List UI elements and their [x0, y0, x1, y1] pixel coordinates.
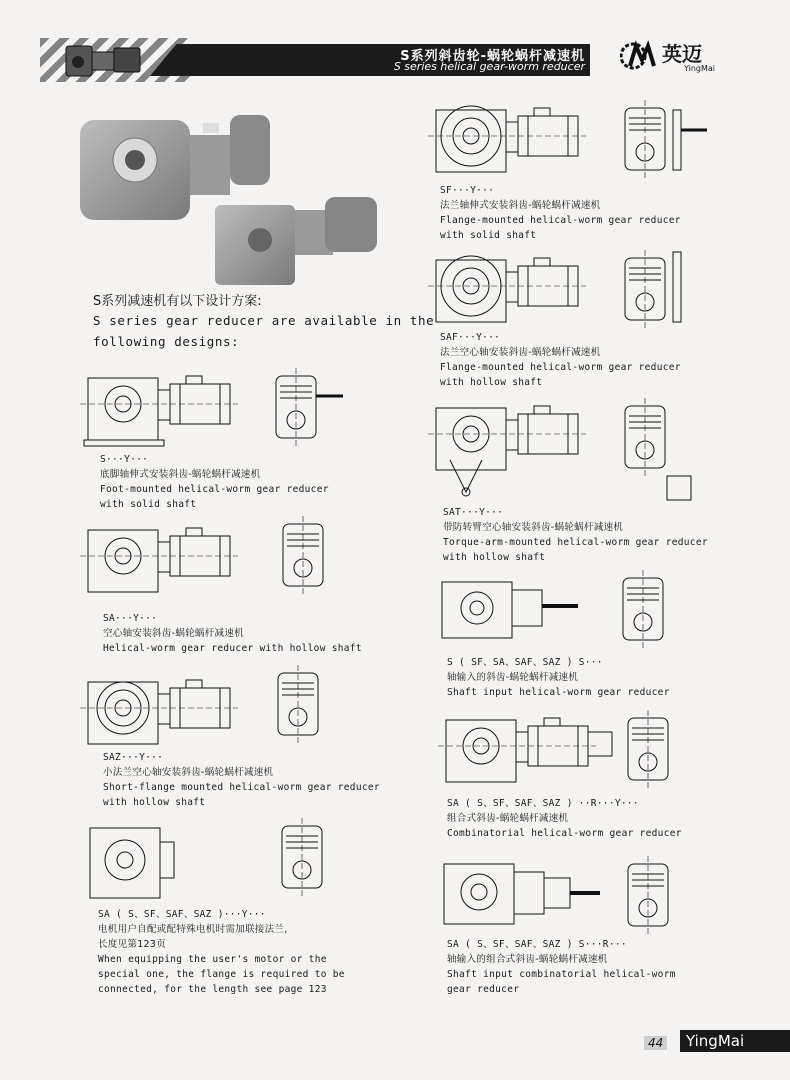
- drawing-saz-side: [82, 672, 252, 752]
- drawing-sa-side: [82, 520, 252, 600]
- brand-logo-icon: [620, 40, 660, 72]
- intro-title-cn: S系列减速机有以下设计方案:: [93, 294, 262, 309]
- drawing-s-side: [78, 368, 248, 448]
- caption-sa: SA···Y··· 空心轴安装斜齿-蜗轮蜗杆减速机 Helical-worm gear reducer with hollow shaft: [103, 613, 362, 654]
- drawing-sat-end: [615, 400, 705, 510]
- caption-sf: SF···Y··· 法兰轴伸式安装斜齿-蜗轮蜗杆减速机 Flange-mounted helical-worm gear reducer with solid shaft: [440, 185, 681, 241]
- caption-saf: SAF···Y··· 法兰空心轴安装斜齿-蜗轮蜗杆减速机 Flange-mounted helical-worm gear reducer with hollow shaft: [440, 332, 681, 388]
- drawing-sa-custom-end: [278, 818, 348, 898]
- brand-logo-cn: 英迈: [662, 42, 702, 66]
- intro-line2: following designs:: [93, 334, 240, 349]
- drawing-sa-end: [275, 518, 345, 598]
- caption-sat: SAT···Y··· 带防转臂空心轴安装斜齿-蜗轮蜗杆减速机 Torque-arm-mounted helical-worm gear reducer with hollow shaft: [443, 507, 708, 563]
- caption-shaft-input: S ( SF、SA、SAF、SAZ ) S··· 轴输入的斜齿-蜗轮蜗杆减速机 Shaft input helical-worm gear reducer: [447, 657, 670, 698]
- drawing-s-end: [268, 370, 348, 450]
- drawing-sa-custom-side: [86, 822, 186, 912]
- drawing-sf-side: [430, 102, 600, 182]
- header-title-en: S series helical gear-worm reducer: [393, 60, 585, 73]
- drawing-s-shaft-end: [615, 572, 685, 652]
- drawing-s-shaft-side: [438, 576, 608, 646]
- drawing-combinatorial-side: [440, 712, 620, 792]
- drawing-saf-end: [615, 252, 705, 332]
- drawing-sf-end: [615, 102, 715, 182]
- caption-combinatorial: SA ( S、SF、SAF、SAZ ) ··R···Y··· 组合式斜齿-蜗轮蜗杆减速机 Combinatorial helical-worm gear reducer: [447, 798, 682, 839]
- drawing-shaft-combinatorial-end: [620, 858, 690, 938]
- caption-saz: SAZ···Y··· 小法兰空心轴安装斜齿-蜗轮蜗杆减速机 Short-flange mounted helical-worm gear reducer with hollow shaft: [103, 752, 380, 808]
- drawing-sat-side: [430, 400, 600, 500]
- intro-line1: S series gear reducer are available in the: [93, 313, 435, 328]
- header-gear-photo: [62, 34, 147, 84]
- page-number: 44: [644, 1036, 667, 1050]
- caption-shaft-combinatorial: SA ( S、SF、SAF、SAZ ) S···R··· 轴输入的组合式斜齿-蜗轮蜗杆减速机 Shaft input combinatorial helical-worm gear reducer: [447, 939, 676, 995]
- footer-brand: YingMai: [680, 1030, 790, 1052]
- drawing-shaft-combinatorial-side: [440, 858, 620, 938]
- drawing-saf-side: [430, 252, 600, 332]
- caption-s: S···Y··· 底脚轴伸式安装斜齿-蜗轮蜗杆减速机 Foot-mounted helical-worm gear reducer with solid shaft: [100, 454, 329, 510]
- product-photo: [75, 105, 385, 290]
- drawing-saz-end: [270, 665, 340, 745]
- drawing-combinatorial-end: [620, 712, 690, 792]
- header-title-cn: S系列斜齿轮-蜗轮蜗杆减速机: [400, 49, 585, 64]
- brand-logo-en: YingMai: [684, 64, 715, 73]
- caption-sa-custom-motor: SA ( S、SF、SAF、SAZ )···Y··· 电机用户自配或配特殊电机时需加联接法兰, 长度见第123页 When equipping the user's motor or the special one, the flange is required to be connected, for the length see page 123: [98, 909, 345, 995]
